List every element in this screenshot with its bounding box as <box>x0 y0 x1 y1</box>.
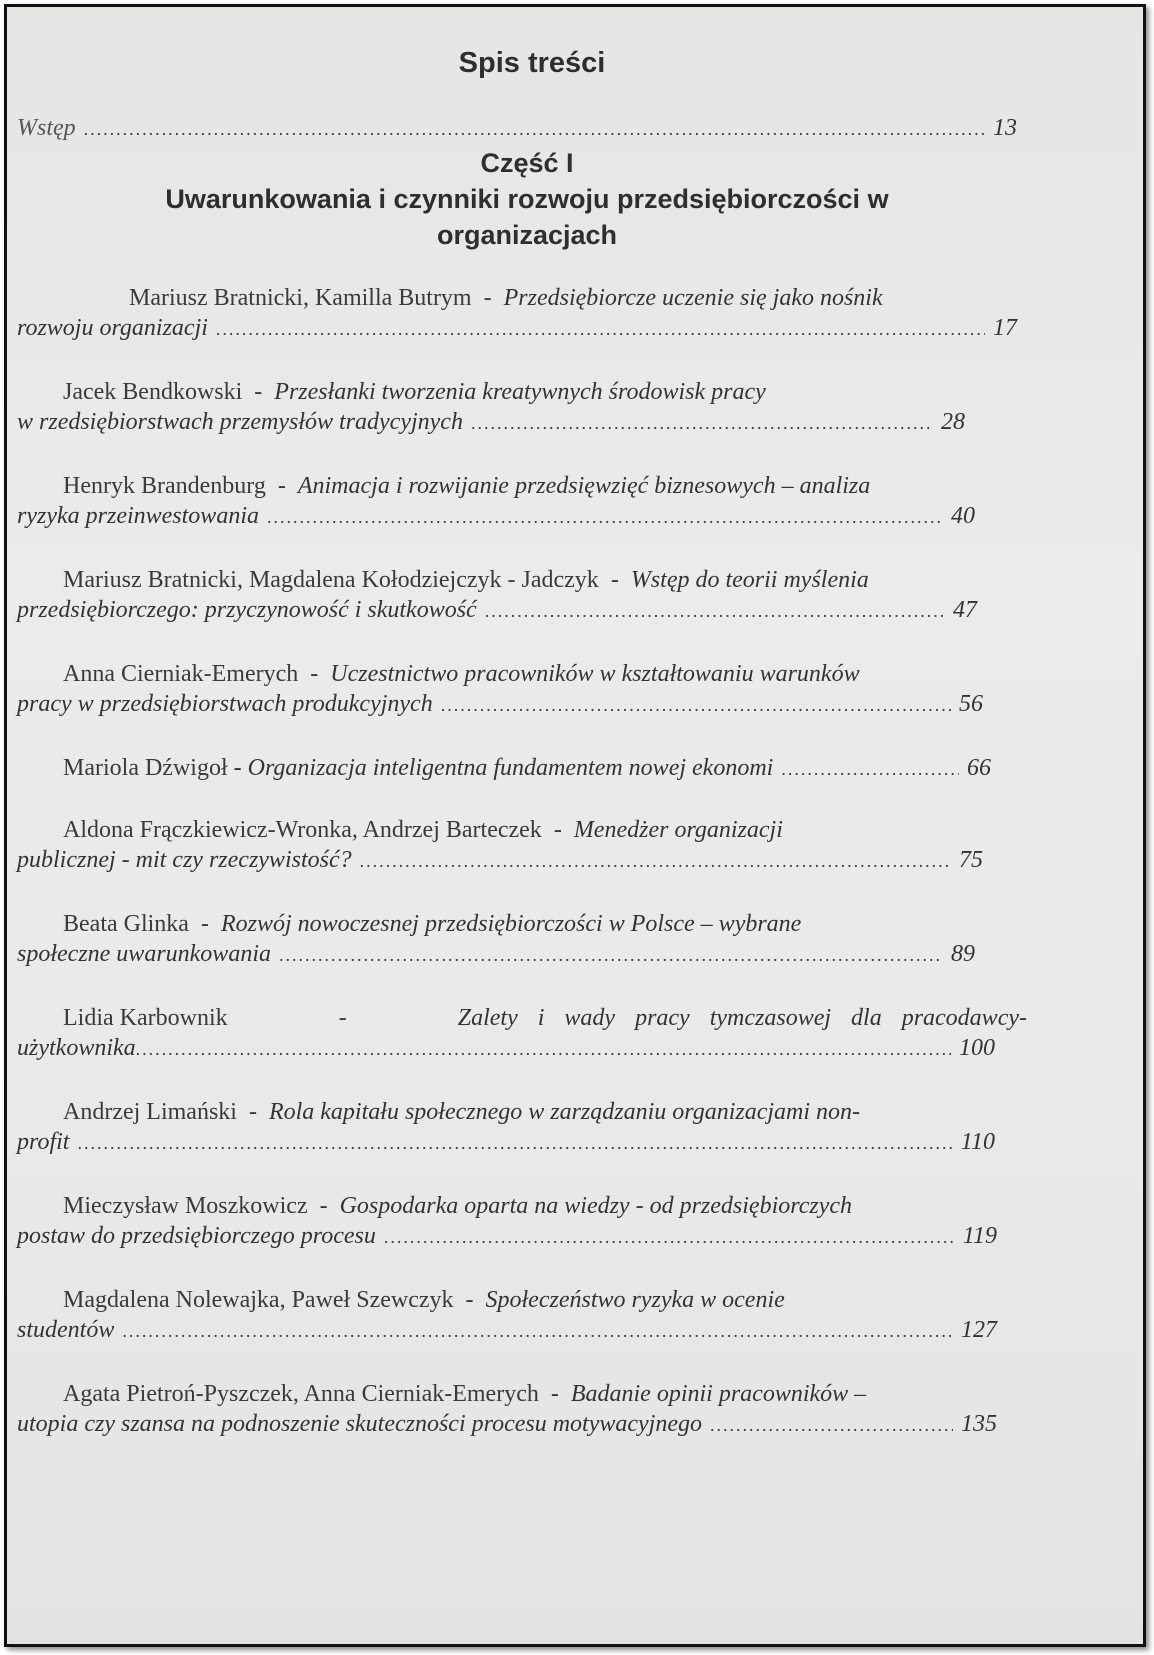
entry-authors: Aldona Frączkiewicz-Wronka, Andrzej Barteczek <box>63 817 542 843</box>
entry-separator: - <box>248 1099 257 1125</box>
toc-entry-first-line <box>17 1003 1027 1033</box>
entry-separator: - <box>319 1193 328 1219</box>
toc-entry-first-line <box>17 815 1017 845</box>
entry-title-line2: postaw do przedsiębiorczego procesu <box>17 1223 376 1249</box>
entry-page: 135 <box>961 1411 997 1437</box>
toc-entry-first-line <box>17 377 1017 407</box>
toc-entry[interactable] <box>17 407 965 438</box>
toc-heading: Spis treści <box>458 47 606 79</box>
entry-authors: Beata Glinka <box>63 911 189 937</box>
entry-page: 66 <box>967 755 991 781</box>
entry-page: 89 <box>951 941 975 967</box>
toc-entry-first-line <box>17 1097 1017 1127</box>
dot-leader <box>136 1034 951 1064</box>
entry-title-line1: Społeczeństwo ryzyka w ocenie <box>485 1287 785 1313</box>
toc-entry[interactable] <box>17 1221 997 1252</box>
entry-page: 40 <box>951 503 975 529</box>
toc-entry[interactable] <box>17 939 975 970</box>
entry-authors: Mieczysław Moszkowicz <box>63 1193 308 1219</box>
entry-title-line1: Badanie opinii pracowników – <box>570 1381 867 1407</box>
entry-page: 119 <box>962 1223 997 1249</box>
entry-page: 110 <box>960 1129 995 1155</box>
toc-entry-first-line <box>17 1191 1017 1221</box>
entry-separator: - <box>550 1381 559 1407</box>
dot-leader <box>267 502 943 532</box>
entry-title-line2: użytkownika <box>17 1035 136 1061</box>
entry-title-line2: społeczne uwarunkowania <box>17 941 271 967</box>
intro-page: 13 <box>993 115 1017 141</box>
entry-separator: - <box>338 1005 347 1031</box>
entry-title-line1: Organizacja inteligentna fundamentem nowej ekonomi <box>247 755 774 781</box>
entry-title-line2: przedsiębiorczego: przyczynowość i skutkowość <box>17 597 477 623</box>
dot-leader <box>485 596 945 626</box>
entry-title-line2: ryzyka przeinwestowania <box>17 503 259 529</box>
toc-entry-first-line <box>17 283 1017 313</box>
entry-title-line2: publicznej - mit czy rzeczywistość? <box>17 847 352 873</box>
entry-page: 28 <box>941 409 965 435</box>
entry-authors: Mariola Dźwigoł <box>63 755 228 781</box>
entry-title-line2: rozwoju organizacji <box>17 315 208 341</box>
entry-title-line1: Wstęp do teorii myślenia <box>630 567 869 593</box>
toc-entry[interactable] <box>17 689 983 720</box>
toc-entry-first-line <box>17 659 1017 689</box>
entry-separator: - <box>310 661 319 687</box>
toc-entry-first-line <box>17 565 1017 595</box>
entry-title-line1: Rola kapitału społecznego w zarządzaniu organizacjami non- <box>268 1099 861 1125</box>
page-frame <box>4 4 1146 1647</box>
dot-leader <box>441 690 951 720</box>
dot-leader <box>384 1222 955 1252</box>
entry-separator: - <box>200 911 209 937</box>
dot-leader <box>279 940 943 970</box>
entry-authors: Jacek Bendkowski <box>63 379 243 405</box>
intro-title: Wstęp <box>17 115 76 141</box>
entry-authors: Mariusz Bratnicki, Kamilla Butrym <box>129 285 472 311</box>
entry-separator: - <box>483 285 492 311</box>
entry-title-line1: Rozwój nowoczesnej przedsiębiorczości w Polsce – wybrane <box>220 911 802 937</box>
toc-entry[interactable] <box>17 1315 997 1346</box>
entry-separator: - <box>465 1287 474 1313</box>
dot-leader <box>471 408 933 438</box>
entry-title-line2: profit <box>17 1129 70 1155</box>
entry-page: 56 <box>959 691 983 717</box>
entry-title-line1: Menedżer organizacji <box>573 817 783 843</box>
entry-title-line1: Przedsiębiorcze uczenie się jako nośnik <box>503 285 883 311</box>
toc-entry[interactable] <box>17 845 983 876</box>
entry-authors: Andrzej Limański <box>63 1099 237 1125</box>
entry-page: 47 <box>953 597 977 623</box>
entry-authors: Lidia Karbownik <box>63 1005 228 1031</box>
toc-entry[interactable] <box>17 501 975 532</box>
entry-authors: Henryk Brandenburg <box>63 473 266 499</box>
toc-entry[interactable] <box>17 595 977 626</box>
entry-page: 100 <box>959 1035 995 1061</box>
entry-title-line1: Przesłanki tworzenia kreatywnych środowisk pracy <box>274 379 766 405</box>
dot-leader <box>781 754 959 784</box>
toc-entry[interactable] <box>17 313 1017 344</box>
entry-title-line1: Zalety i wady pracy tymczasowej dla pracodawcy- <box>457 1005 1027 1031</box>
entry-separator: - <box>254 379 263 405</box>
entry-title-line2: utopia czy szansa na podnoszenie skuteczności procesu motywacyjnego <box>17 1411 702 1437</box>
entry-page: 17 <box>993 315 1017 341</box>
entry-separator: - <box>610 567 619 593</box>
entry-page: 75 <box>959 847 983 873</box>
toc-entry[interactable] <box>17 1409 997 1440</box>
entry-title-line1: Uczestnictwo pracowników w kształtowaniu warunków <box>330 661 860 687</box>
part-title-line1: Uwarunkowania i czynniki rozwoju przedsiębiorczości w <box>165 184 889 214</box>
dot-leader <box>122 1316 953 1346</box>
dot-leader <box>216 314 985 344</box>
entry-title-line2: w rzedsiębiorstwach przemysłów tradycyjnych <box>17 409 463 435</box>
toc-entry-first-line <box>17 471 1017 501</box>
toc-entry-first-line <box>17 1379 1017 1409</box>
entry-authors: Agata Pietroń-Pyszczek, Anna Cierniak-Emerych <box>63 1381 539 1407</box>
toc-entry-first-line <box>17 1285 1017 1315</box>
entry-authors: Magdalena Nolewajka, Paweł Szewczyk <box>63 1287 454 1313</box>
entry-authors: Mariusz Bratnicki, Magdalena Kołodziejczyk - Jadczyk <box>63 567 599 593</box>
part-title-line2: organizacjach <box>436 220 618 250</box>
entry-separator: - <box>277 473 286 499</box>
dot-leader <box>84 114 985 144</box>
toc-entry[interactable] <box>17 753 991 784</box>
dot-leader <box>77 1128 952 1158</box>
entry-title-line1: Animacja i rozwijanie przedsięwzięć biznesowych – analiza <box>297 473 871 499</box>
entry-title-line2: studentów <box>17 1317 115 1343</box>
part-label: Część I <box>480 148 574 178</box>
entry-page: 127 <box>961 1317 997 1343</box>
entry-separator: - <box>553 817 562 843</box>
dot-leader <box>710 1410 953 1440</box>
toc-entry-first-line <box>17 909 1017 939</box>
toc-entry[interactable] <box>17 1033 995 1064</box>
entry-separator: - <box>233 755 242 781</box>
toc-entry-intro[interactable] <box>17 113 1017 144</box>
toc-entry[interactable] <box>17 1127 995 1158</box>
entry-title-line1: Gospodarka oparta na wiedzy - od przedsiębiorczych <box>339 1193 852 1219</box>
dot-leader <box>360 846 951 876</box>
entry-authors: Anna Cierniak-Emerych <box>63 661 299 687</box>
document-page <box>7 7 1143 1644</box>
entry-title-line2: pracy w przedsiębiorstwach produkcyjnych <box>17 691 433 717</box>
